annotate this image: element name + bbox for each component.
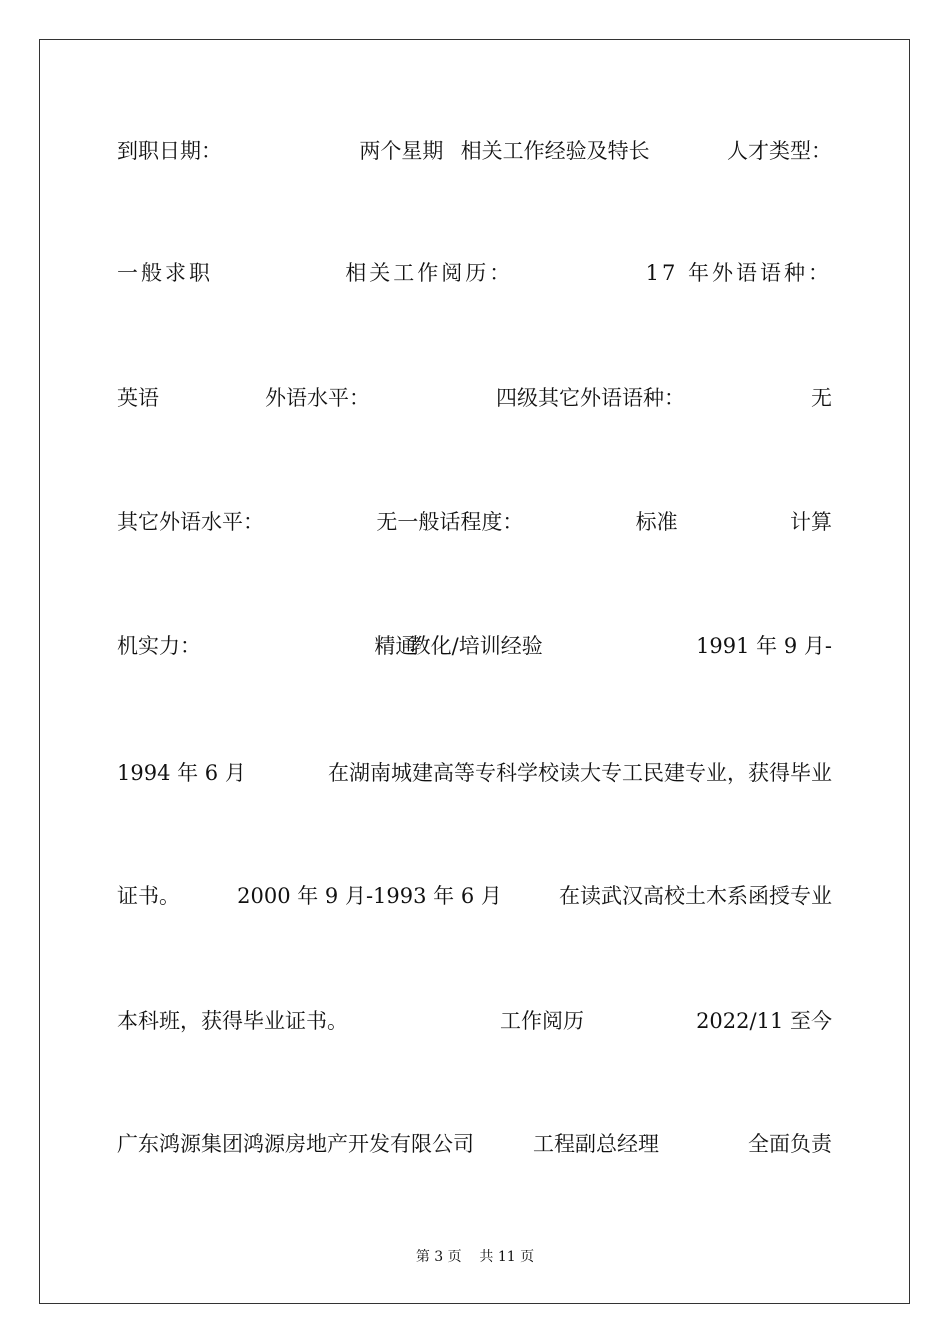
- text-line-1: [117, 133, 832, 169]
- text-line-4: [117, 504, 832, 540]
- line-5-seg-4: 1991 年 9 月-: [696, 634, 832, 658]
- line-1-seg-1: 到职日期：: [117, 139, 222, 163]
- line-4-seg-4: 计算: [789, 510, 832, 534]
- text-line-7: [117, 878, 832, 914]
- line-5-seg-3: 教化/培训经验: [409, 634, 543, 658]
- line-4-seg-1: 其它外语水平：: [117, 510, 264, 534]
- text-line-2: [117, 255, 832, 291]
- line-2-seg-2: 相关工作阅历：: [345, 261, 514, 285]
- line-9-seg-2: 工程副总经理: [533, 1132, 659, 1156]
- line-3-seg-2: 外语水平：: [265, 386, 370, 410]
- line-9-seg-1: 广东鸿源集团鸿源房地产开发有限公司: [117, 1132, 474, 1156]
- line-4-seg-2: 无一般话程度：: [376, 510, 524, 534]
- line-8-seg-1: 本科班，获得毕业证书。: [117, 1009, 348, 1033]
- line-1-seg-2: 两个星期: [359, 139, 444, 163]
- line-7-seg-2: 2000 年 9 月-1993 年 6 月: [237, 884, 502, 908]
- line-8-seg-3: 2022/11 至今: [696, 1009, 832, 1033]
- text-line-8: [117, 1003, 832, 1039]
- line-4-seg-3: 标准: [635, 510, 678, 534]
- line-2-seg-1: 一般求职: [117, 261, 213, 285]
- text-line-5: [117, 628, 832, 664]
- line-5-seg-1: 机实力：: [117, 634, 201, 658]
- page-footer: 第 3 页 共 11 页: [415, 1249, 535, 1265]
- page-frame: [39, 39, 910, 1304]
- line-6-seg-2: 在湖南城建高等专科学校读大专工民建专业，获得毕业: [328, 761, 832, 785]
- line-9-seg-3: 全面负责: [748, 1132, 832, 1156]
- line-3-seg-3: 四级其它外语语种：: [496, 386, 685, 410]
- line-3-seg-4: 无: [811, 386, 832, 410]
- line-5-seg-2: 精通: [374, 634, 417, 658]
- line-3-seg-1: 英语: [117, 386, 159, 410]
- line-6-seg-1: 1994 年 6 月: [117, 761, 246, 785]
- line-7-seg-1: 证书。: [117, 884, 180, 908]
- text-line-9: [117, 1126, 832, 1162]
- line-1-seg-4: 人才类型：: [726, 139, 832, 163]
- text-line-6: [117, 755, 832, 791]
- text-line-3: [117, 380, 832, 416]
- line-8-seg-2: 工作阅历: [500, 1009, 585, 1033]
- line-7-seg-3: 在读武汉高校土木系函授专业: [558, 884, 832, 908]
- line-1-seg-3: 相关工作经验及特长: [460, 139, 650, 163]
- line-2-seg-3: 17 年外语语种：: [645, 261, 832, 285]
